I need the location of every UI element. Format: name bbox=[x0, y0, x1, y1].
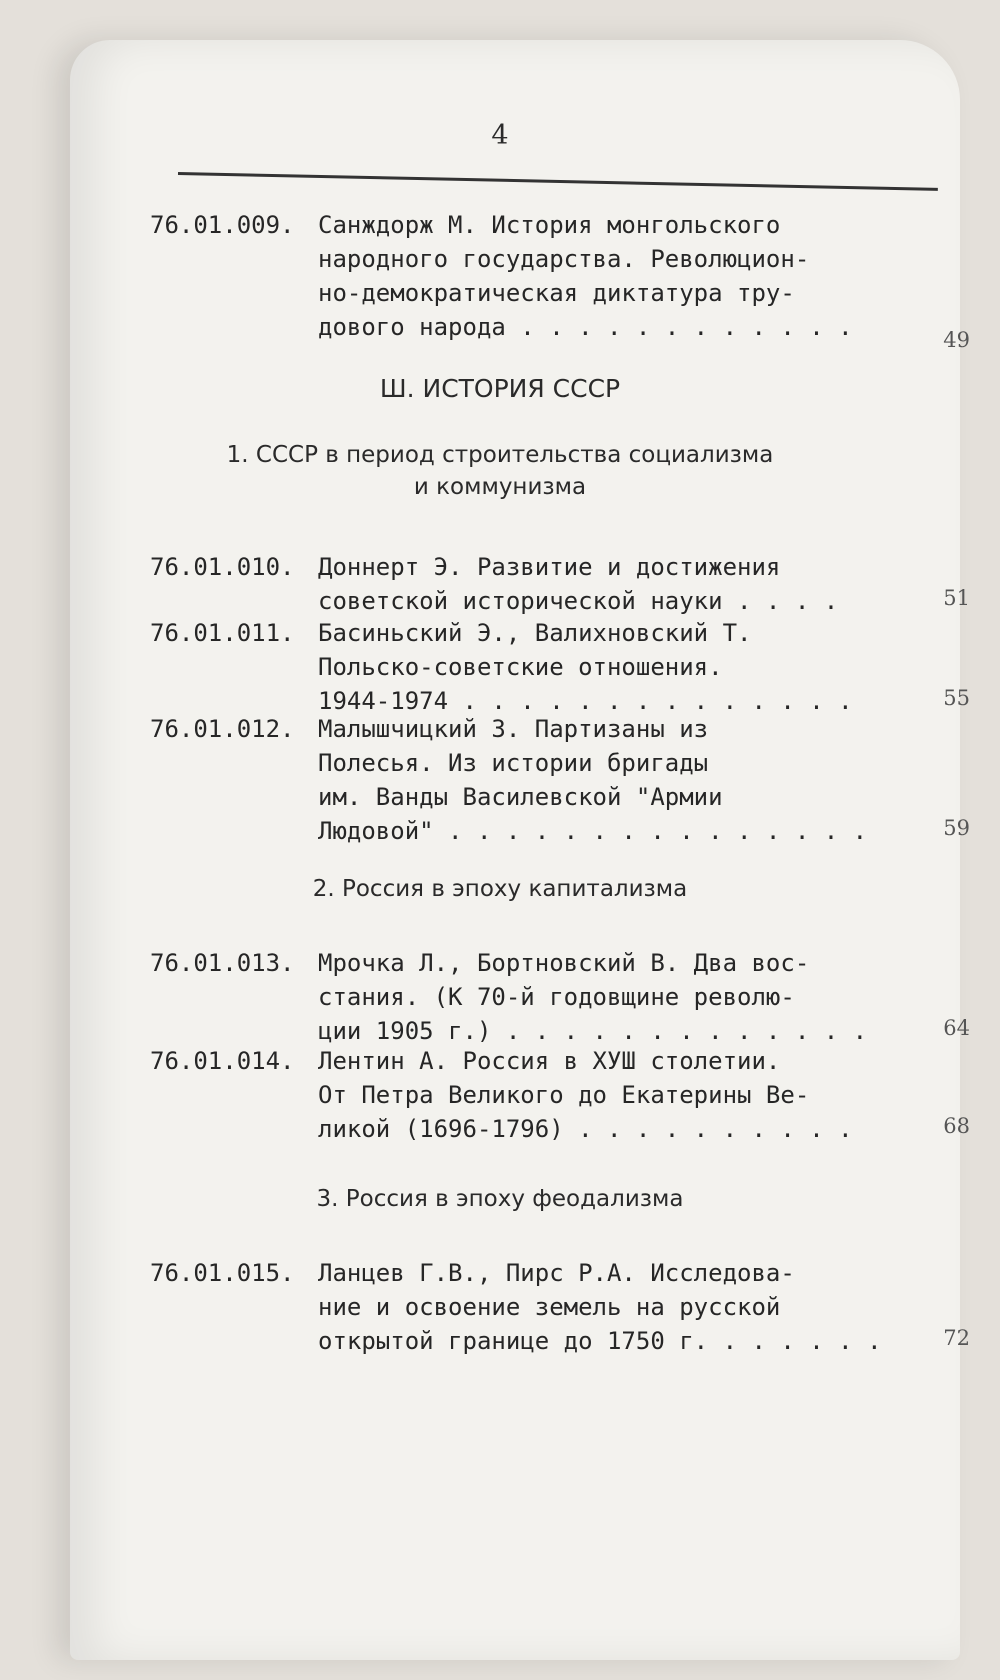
subsection-heading-3: 3. Россия в эпоху феодализма bbox=[316, 1186, 684, 1212]
entry-page: 64 bbox=[943, 1016, 970, 1040]
entry-code: 76.01.012. bbox=[150, 715, 295, 743]
entry-page: 72 bbox=[943, 1326, 970, 1350]
entry-line: Басиньский Э., Валихновский Т. bbox=[318, 619, 752, 647]
entry-title bbox=[318, 1044, 948, 1146]
entry-title bbox=[318, 208, 948, 344]
entry-line: Лентин А. Россия в ХУШ столетии. bbox=[318, 1047, 781, 1075]
subsection-heading-2: 2. Россия в эпоху капитализма bbox=[312, 876, 688, 902]
entry-line: Мрочка Л., Бортновский В. Два вос- bbox=[318, 949, 810, 977]
entry-line: советской исторической науки . . . . bbox=[318, 587, 839, 615]
entry-line: Людовой" . . . . . . . . . . . . . . . bbox=[318, 817, 868, 845]
entry-page: 68 bbox=[943, 1114, 970, 1138]
entry-title bbox=[318, 550, 948, 618]
entry-title bbox=[318, 946, 948, 1048]
entry-line: дового народа . . . . . . . . . . . . bbox=[318, 313, 853, 341]
entry-page: 59 bbox=[943, 816, 970, 840]
entry-title bbox=[318, 1256, 948, 1358]
entry-line: открытой границе до 1750 г. . . . . . . bbox=[318, 1327, 882, 1355]
entry-line: Ланцев Г.В., Пирс Р.А. Исследова- bbox=[318, 1259, 795, 1287]
subsection-heading-1-cont: и коммунизма bbox=[413, 474, 587, 500]
page-number: 4 bbox=[491, 120, 509, 151]
entry-code: 76.01.009. bbox=[150, 211, 295, 239]
entry-code: 76.01.014. bbox=[150, 1047, 295, 1075]
entry-line: Санждорж М. История монгольского bbox=[318, 211, 781, 239]
entry-line: Малышчицкий З. Партизаны из bbox=[318, 715, 709, 743]
entry-line: Доннерт Э. Развитие и достижения bbox=[318, 553, 781, 581]
section-heading-part3: Ш. ИСТОРИЯ СССР bbox=[379, 374, 621, 403]
entry-line: Польско-советские отношения. bbox=[318, 653, 723, 681]
entry-line: народного государства. Революцион- bbox=[318, 245, 810, 273]
entry-code: 76.01.013. bbox=[150, 949, 295, 977]
entry-code: 76.01.011. bbox=[150, 619, 295, 647]
entry-code: 76.01.015. bbox=[150, 1259, 295, 1287]
entry-code: 76.01.010. bbox=[150, 553, 295, 581]
subsection-heading-1: 1. СССР в период строительства социализма bbox=[226, 442, 774, 468]
entry-line: ликой (1696-1796) . . . . . . . . . . bbox=[318, 1115, 853, 1143]
entry-title bbox=[318, 616, 948, 718]
entry-page: 49 bbox=[943, 328, 970, 352]
entry-page: 51 bbox=[943, 586, 970, 610]
entry-line: ции 1905 г.) . . . . . . . . . . . . . bbox=[318, 1017, 868, 1045]
entry-line: Полесья. Из истории бригады bbox=[318, 749, 709, 777]
entry-line: ние и освоение земель на русской bbox=[318, 1293, 781, 1321]
entry-page: 55 bbox=[943, 686, 970, 710]
entry-line: 1944-1974 . . . . . . . . . . . . . . bbox=[318, 687, 853, 715]
entry-title bbox=[318, 712, 948, 848]
entry-line: стания. (К 70-й годовщине револю- bbox=[318, 983, 795, 1011]
entry-line: им. Ванды Василевской "Армии bbox=[318, 783, 723, 811]
entry-line: но-демократическая диктатура тру- bbox=[318, 279, 795, 307]
entry-line: От Петра Великого до Екатерины Ве- bbox=[318, 1081, 810, 1109]
